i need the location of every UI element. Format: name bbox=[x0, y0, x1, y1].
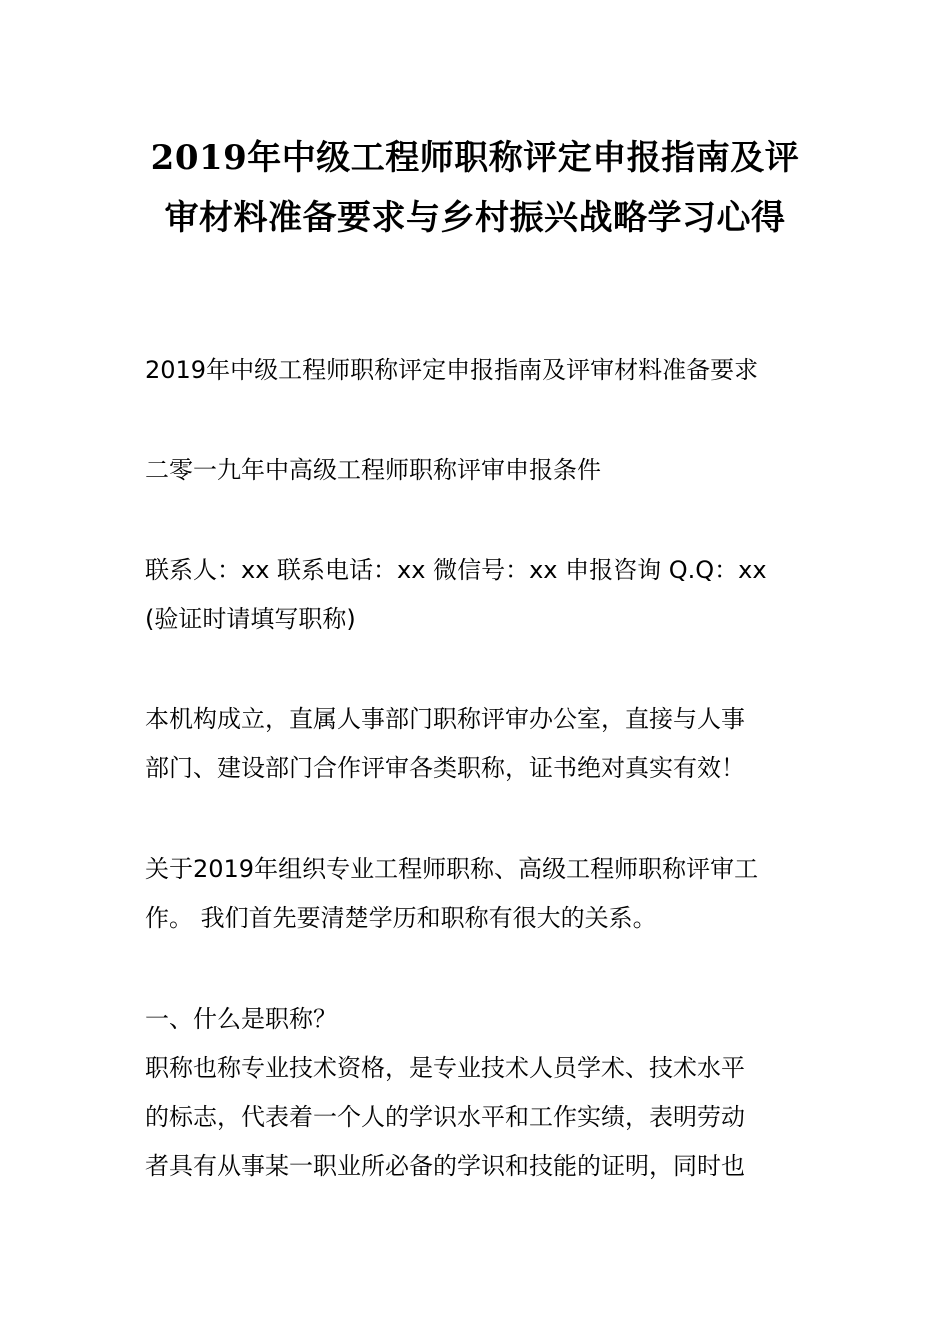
text-line: 部门、建设部门合作评审各类职称，证书绝对真实有效！ bbox=[145, 754, 745, 782]
paragraph-conditions-heading bbox=[145, 446, 810, 495]
paragraph-institution bbox=[145, 695, 810, 793]
text-line: 者具有从事某一职业所必备的学识和技能的证明，同时也 bbox=[145, 1152, 745, 1180]
paragraph-what-is-title bbox=[145, 995, 810, 1191]
paragraph-subtitle bbox=[145, 346, 810, 395]
title-line: 审材料准备要求与乡村振兴战略学习心得 bbox=[164, 198, 786, 238]
text-line: (验证时请填写职称) bbox=[145, 605, 356, 633]
text-line: 二零一九年中高级工程师职称评审申报条件 bbox=[145, 456, 601, 484]
text-line: 关于2019年组织专业工程师职称、高级工程师职称评审工 bbox=[145, 855, 759, 883]
text-line: 的标志，代表着一个人的学识水平和工作实绩，表明劳动 bbox=[145, 1103, 745, 1131]
document-title bbox=[140, 128, 810, 248]
text-line: 联系人：xx 联系电话：xx 微信号：xx 申报咨询 Q.Q：xx bbox=[145, 556, 767, 584]
paragraph-about bbox=[145, 845, 810, 943]
section-heading: 一、什么是职称？ bbox=[145, 1005, 337, 1033]
paragraph-contact-info bbox=[145, 546, 810, 644]
text-line: 作。 我们首先要清楚学历和职称有很大的关系。 bbox=[145, 904, 657, 932]
title-line: 2019年中级工程师职称评定申报指南及评 bbox=[150, 138, 800, 178]
text-line: 本机构成立，直属人事部门职称评审办公室，直接与人事 bbox=[145, 705, 745, 733]
text-line: 2019年中级工程师职称评定申报指南及评审材料准备要求 bbox=[145, 356, 759, 384]
text-line: 职称也称专业技术资格，是专业技术人员学术、技术水平 bbox=[145, 1054, 745, 1082]
